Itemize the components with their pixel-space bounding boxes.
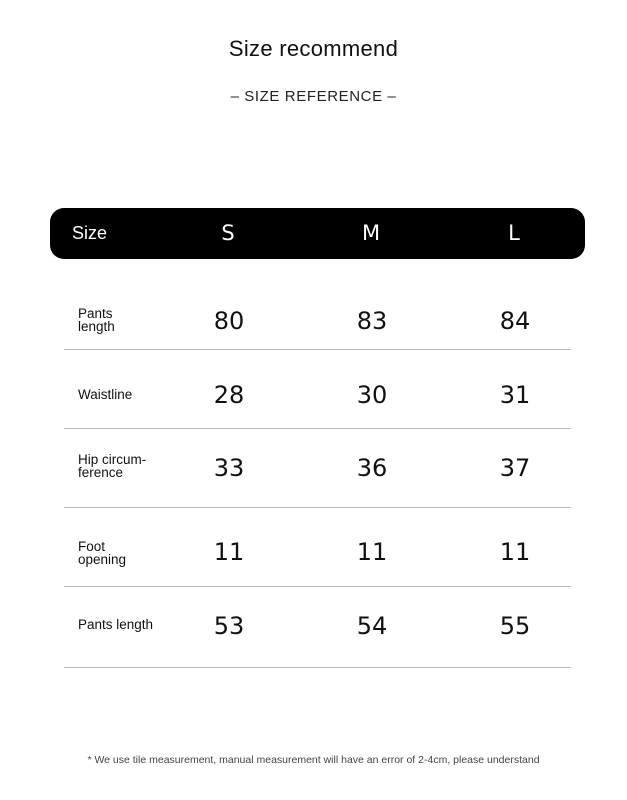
row-label: Waistline — [78, 387, 133, 402]
cell-value-l: 31 — [499, 381, 531, 409]
table-row — [64, 350, 571, 429]
cell-value-m: 36 — [356, 454, 388, 482]
header-size-m: M — [361, 221, 381, 245]
cell-value-s: 53 — [213, 612, 245, 640]
page-subtitle: – SIZE REFERENCE – — [230, 88, 397, 105]
cell-value-m: 30 — [356, 381, 388, 409]
cell-value-s: 80 — [213, 307, 245, 335]
cell-value-l: 37 — [499, 454, 531, 482]
table-row — [64, 429, 571, 508]
cell-value-s: 28 — [213, 381, 245, 409]
row-label: Hip circum- ference — [78, 452, 147, 480]
header-size-label: Size — [72, 223, 108, 243]
table-row — [64, 508, 571, 587]
page-title: Size recommend — [228, 36, 399, 61]
table-row — [64, 587, 571, 668]
cell-value-s: 33 — [213, 454, 245, 482]
cell-value-l: 11 — [499, 538, 531, 566]
table-row — [64, 280, 571, 350]
cell-value-m: 54 — [356, 612, 388, 640]
cell-value-s: 11 — [213, 538, 245, 566]
cell-value-l: 55 — [499, 612, 531, 640]
cell-value-m: 83 — [356, 307, 388, 335]
size-table-header — [50, 208, 585, 259]
row-label: Pants length — [78, 306, 115, 334]
header-size-l: L — [508, 221, 520, 245]
footnote: * We use tile measurement, manual measurement will have an error of 2-4cm, please understand — [87, 754, 540, 766]
row-label: Pants length — [78, 617, 154, 632]
row-divider — [64, 667, 571, 668]
row-label: Foot opening — [78, 539, 127, 567]
cell-value-l: 84 — [499, 307, 531, 335]
cell-value-m: 11 — [356, 538, 388, 566]
header-size-s: S — [221, 221, 235, 245]
